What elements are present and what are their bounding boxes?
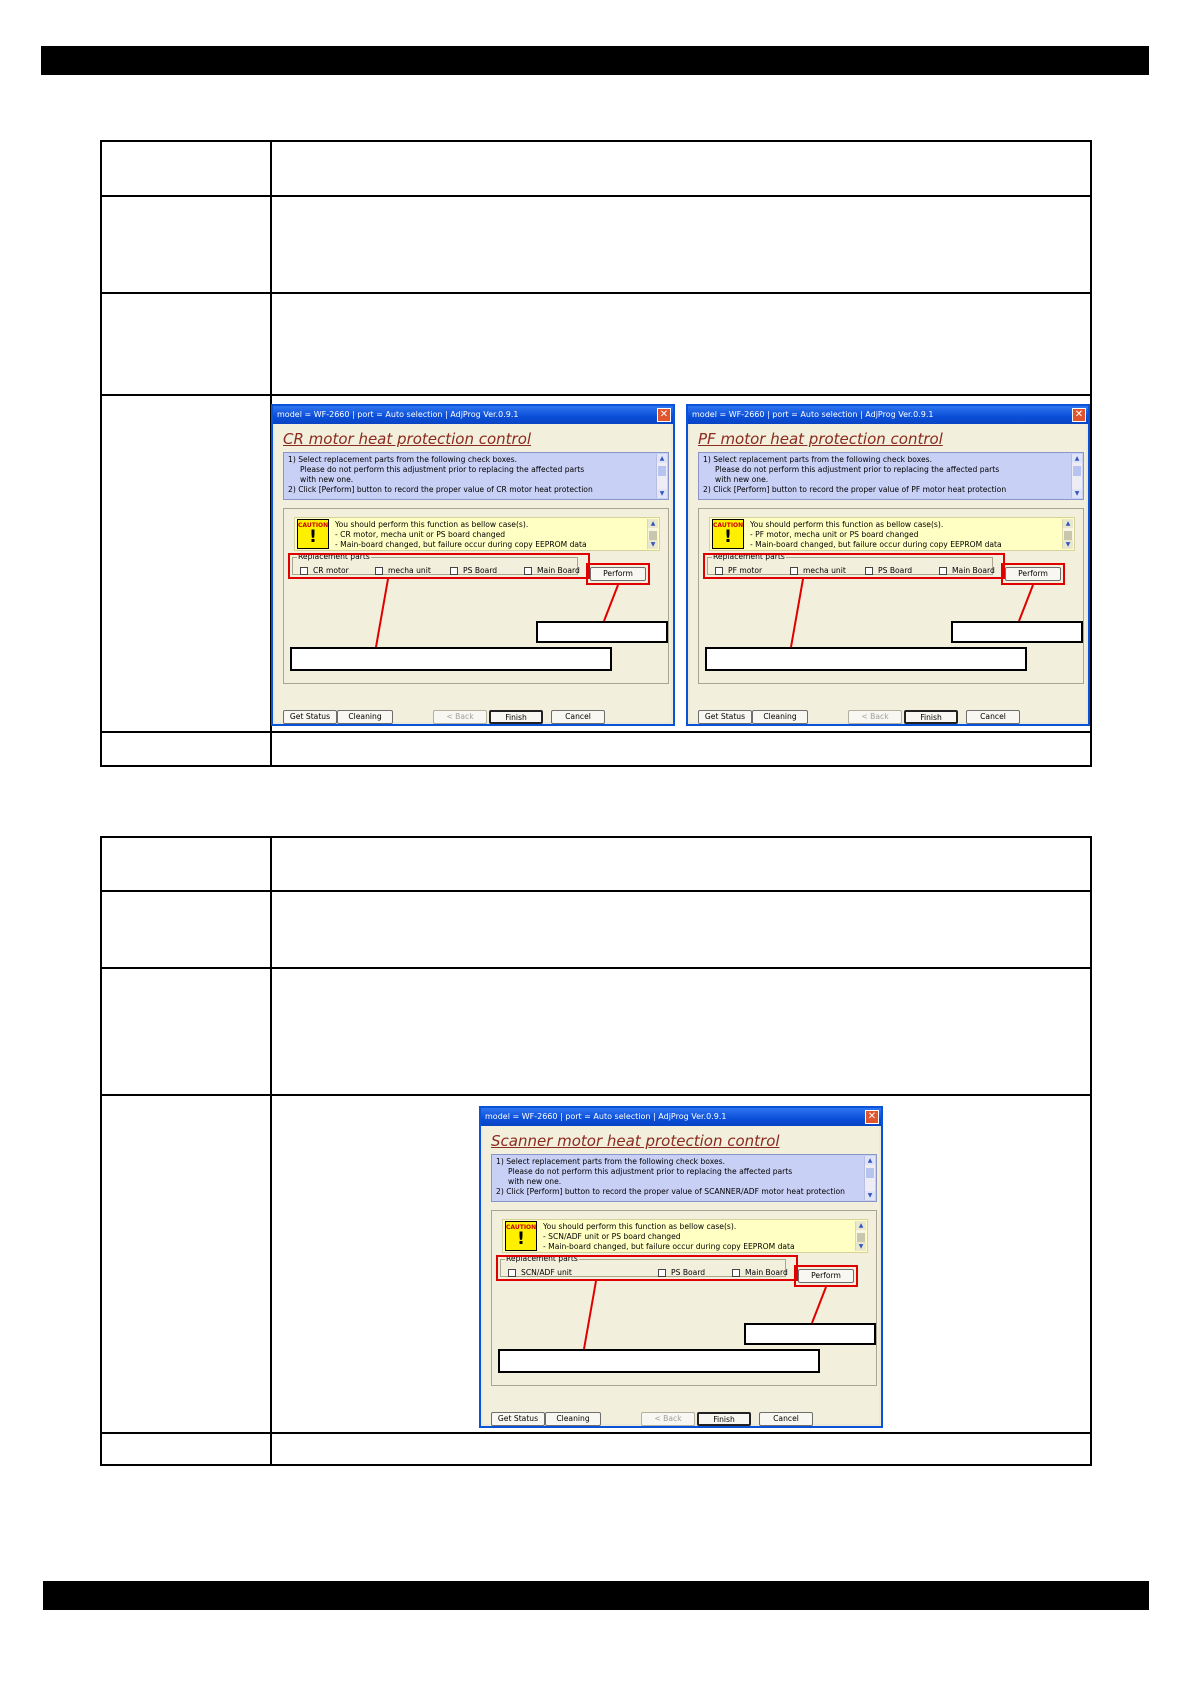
dialog-body <box>690 424 1086 722</box>
caution-line: You should perform this function as bellow case(s). <box>543 1222 737 1231</box>
checkbox-cr-motor[interactable]: CR motor <box>300 566 349 575</box>
checkbox-scn-adf-unit[interactable]: SCN/ADF unit <box>508 1268 572 1277</box>
instructions-scrollbar[interactable] <box>656 454 667 498</box>
instructions-box <box>283 452 669 500</box>
caution-icon: CAUTION ! <box>712 519 744 549</box>
instruction-line: 1) Select replacement parts from the following check boxes. <box>288 455 518 464</box>
replacement-parts-highlight <box>496 1255 798 1281</box>
caution-box <box>502 1219 868 1253</box>
caution-line: - CR motor, mecha unit or PS board changed <box>335 530 506 539</box>
back-button[interactable]: < Back <box>433 710 487 724</box>
dialog-title-bar: model = WF-2660 | port = Auto selection | AdjProg Ver.0.9.1 <box>273 406 673 424</box>
checkbox-main-board[interactable]: Main Board <box>524 566 580 575</box>
checkbox-pf-motor[interactable]: PF motor <box>715 566 762 575</box>
instruction-line: with new one. <box>300 475 354 484</box>
header-bar <box>41 46 1149 75</box>
caution-scrollbar[interactable] <box>1062 519 1073 549</box>
table2-label-cell-5 <box>101 1433 271 1465</box>
caution-scrollbar[interactable] <box>855 1221 866 1251</box>
replacement-callout-box <box>498 1349 820 1373</box>
checkbox-mecha-unit[interactable]: mecha unit <box>375 566 431 575</box>
table1-content-cell-1 <box>271 141 1091 196</box>
close-icon[interactable]: ✕ <box>865 1110 879 1124</box>
dialog-title-bar: model = WF-2660 | port = Auto selection | AdjProg Ver.0.9.1 <box>481 1108 881 1126</box>
callout-line <box>1019 585 1033 621</box>
scroll-down-icon[interactable]: ▼ <box>865 1191 875 1200</box>
cleaning-button[interactable]: Cleaning <box>545 1412 601 1426</box>
get-status-button[interactable]: Get Status <box>698 710 752 724</box>
table2-label-cell-3 <box>101 968 271 1095</box>
replacement-parts-legend: Replacement parts <box>506 1254 578 1263</box>
table1-label-cell-2 <box>101 196 271 293</box>
perform-highlight <box>1001 563 1065 585</box>
table1-content-cell-5 <box>271 732 1091 766</box>
perform-highlight <box>586 563 650 585</box>
scroll-thumb[interactable] <box>658 466 666 476</box>
replacement-parts-legend: Replacement parts <box>713 552 785 561</box>
content-panel <box>698 508 1084 684</box>
scroll-up-icon[interactable]: ▲ <box>657 454 667 463</box>
table2-content-cell-2 <box>271 891 1091 968</box>
cancel-button[interactable]: Cancel <box>759 1412 813 1426</box>
cancel-button[interactable]: Cancel <box>551 710 605 724</box>
dialog-body <box>483 1126 879 1424</box>
table1-label-cell-1 <box>101 141 271 196</box>
perform-button[interactable]: Perform <box>590 567 646 581</box>
instructions-box <box>491 1154 877 1202</box>
callout-line <box>604 585 618 621</box>
checkbox-main-board[interactable]: Main Board <box>939 566 995 575</box>
caution-box <box>294 517 660 551</box>
instruction-line: 2) Click [Perform] button to record the proper value of PF motor heat protection <box>703 485 1007 494</box>
scroll-thumb[interactable] <box>1073 466 1081 476</box>
footer-bar <box>43 1581 1149 1610</box>
perform-callout-box <box>951 621 1083 643</box>
scroll-up-icon[interactable]: ▲ <box>1063 519 1073 528</box>
caution-scrollbar[interactable] <box>647 519 658 549</box>
caution-box <box>709 517 1075 551</box>
cancel-button[interactable]: Cancel <box>966 710 1020 724</box>
caution-line: - Main-board changed, but failure occur during copy EEPROM data <box>750 540 1002 549</box>
replacement-callout-box <box>290 647 612 671</box>
instructions-scrollbar[interactable] <box>864 1156 875 1200</box>
back-button[interactable]: < Back <box>641 1412 695 1426</box>
table1-label-cell-3 <box>101 293 271 395</box>
cleaning-button[interactable]: Cleaning <box>337 710 393 724</box>
instruction-line: 2) Click [Perform] button to record the proper value of CR motor heat protection <box>288 485 593 494</box>
instructions-scrollbar[interactable] <box>1071 454 1082 498</box>
table1-label-cell-5 <box>101 732 271 766</box>
callout-line <box>791 579 803 647</box>
caution-line: - PF motor, mecha unit or PS board changed <box>750 530 919 539</box>
callout-line <box>812 1287 826 1323</box>
caution-line: - Main-board changed, but failure occur during copy EEPROM data <box>543 1242 795 1251</box>
scroll-down-icon[interactable]: ▼ <box>856 1242 866 1251</box>
checkbox-ps-board[interactable]: PS Board <box>865 566 912 575</box>
scroll-thumb[interactable] <box>866 1168 874 1178</box>
scroll-up-icon[interactable]: ▲ <box>648 519 658 528</box>
checkbox-main-board[interactable]: Main Board <box>732 1268 788 1277</box>
scroll-up-icon[interactable]: ▲ <box>865 1156 875 1165</box>
back-button[interactable]: < Back <box>848 710 902 724</box>
finish-button[interactable]: Finish <box>489 710 543 724</box>
scroll-down-icon[interactable]: ▼ <box>648 540 658 549</box>
close-icon[interactable]: ✕ <box>657 408 671 422</box>
scanner-motor-dialog <box>479 1106 883 1428</box>
instructions-box <box>698 452 1084 500</box>
scroll-down-icon[interactable]: ▼ <box>1072 489 1082 498</box>
table1-content-cell-2 <box>271 196 1091 293</box>
scroll-up-icon[interactable]: ▲ <box>1072 454 1082 463</box>
checkbox-mecha-unit[interactable]: mecha unit <box>790 566 846 575</box>
caution-line: You should perform this function as bellow case(s). <box>335 520 529 529</box>
callout-line <box>376 579 388 647</box>
finish-button[interactable]: Finish <box>697 1412 751 1426</box>
caution-line: - SCN/ADF unit or PS board changed <box>543 1232 681 1241</box>
dialog-heading: PF motor heat protection control <box>698 430 943 448</box>
callout-line <box>584 1281 596 1349</box>
perform-highlight <box>794 1265 858 1287</box>
table2-content-cell-3 <box>271 968 1091 1095</box>
caution-icon: CAUTION ! <box>505 1221 537 1251</box>
content-panel <box>491 1210 877 1386</box>
instruction-line: 1) Select replacement parts from the following check boxes. <box>496 1157 726 1166</box>
table2-label-cell-4 <box>101 1095 271 1433</box>
table1-content-cell-3 <box>271 293 1091 395</box>
instruction-line: Please do not perform this adjustment prior to replacing the affected parts <box>508 1167 793 1176</box>
dialog-body <box>275 424 671 722</box>
get-status-button[interactable]: Get Status <box>491 1412 545 1426</box>
replacement-callout-box <box>705 647 1027 671</box>
caution-line: You should perform this function as bellow case(s). <box>750 520 944 529</box>
pf-motor-dialog <box>686 404 1090 726</box>
perform-button[interactable]: Perform <box>1005 567 1061 581</box>
table1-label-cell-4 <box>101 395 271 732</box>
dialog-title-bar: model = WF-2660 | port = Auto selection | AdjProg Ver.0.9.1 <box>688 406 1088 424</box>
checkbox-ps-board[interactable]: PS Board <box>450 566 497 575</box>
replacement-parts-highlight <box>288 553 590 579</box>
dialog-heading: Scanner motor heat protection control <box>491 1132 780 1150</box>
scroll-down-icon[interactable]: ▼ <box>657 489 667 498</box>
cr-motor-dialog <box>271 404 675 726</box>
perform-callout-box <box>744 1323 876 1345</box>
perform-callout-box <box>536 621 668 643</box>
table2-content-cell-1 <box>271 837 1091 891</box>
replacement-parts-legend: Replacement parts <box>298 552 370 561</box>
table2-label-cell-2 <box>101 891 271 968</box>
instruction-line: 1) Select replacement parts from the following check boxes. <box>703 455 933 464</box>
instruction-line: with new one. <box>715 475 769 484</box>
table2-label-cell-1 <box>101 837 271 891</box>
cleaning-button[interactable]: Cleaning <box>752 710 808 724</box>
caution-line: - Main-board changed, but failure occur during copy EEPROM data <box>335 540 587 549</box>
caution-icon: CAUTION ! <box>297 519 329 549</box>
dialog-heading: CR motor heat protection control <box>283 430 532 448</box>
instruction-line: with new one. <box>508 1177 562 1186</box>
scroll-up-icon[interactable]: ▲ <box>856 1221 866 1230</box>
replacement-parts-highlight <box>703 553 1005 579</box>
instruction-line: Please do not perform this adjustment prior to replacing the affected parts <box>715 465 1000 474</box>
close-icon[interactable]: ✕ <box>1072 408 1086 422</box>
table2-content-cell-5 <box>271 1433 1091 1465</box>
instruction-line: Please do not perform this adjustment prior to replacing the affected parts <box>300 465 585 474</box>
checkbox-ps-board[interactable]: PS Board <box>658 1268 705 1277</box>
scroll-down-icon[interactable]: ▼ <box>1063 540 1073 549</box>
finish-button[interactable]: Finish <box>904 710 958 724</box>
instruction-line: 2) Click [Perform] button to record the proper value of SCANNER/ADF motor heat protection <box>496 1187 845 1196</box>
perform-button[interactable]: Perform <box>798 1269 854 1283</box>
content-panel <box>283 508 669 684</box>
get-status-button[interactable]: Get Status <box>283 710 337 724</box>
